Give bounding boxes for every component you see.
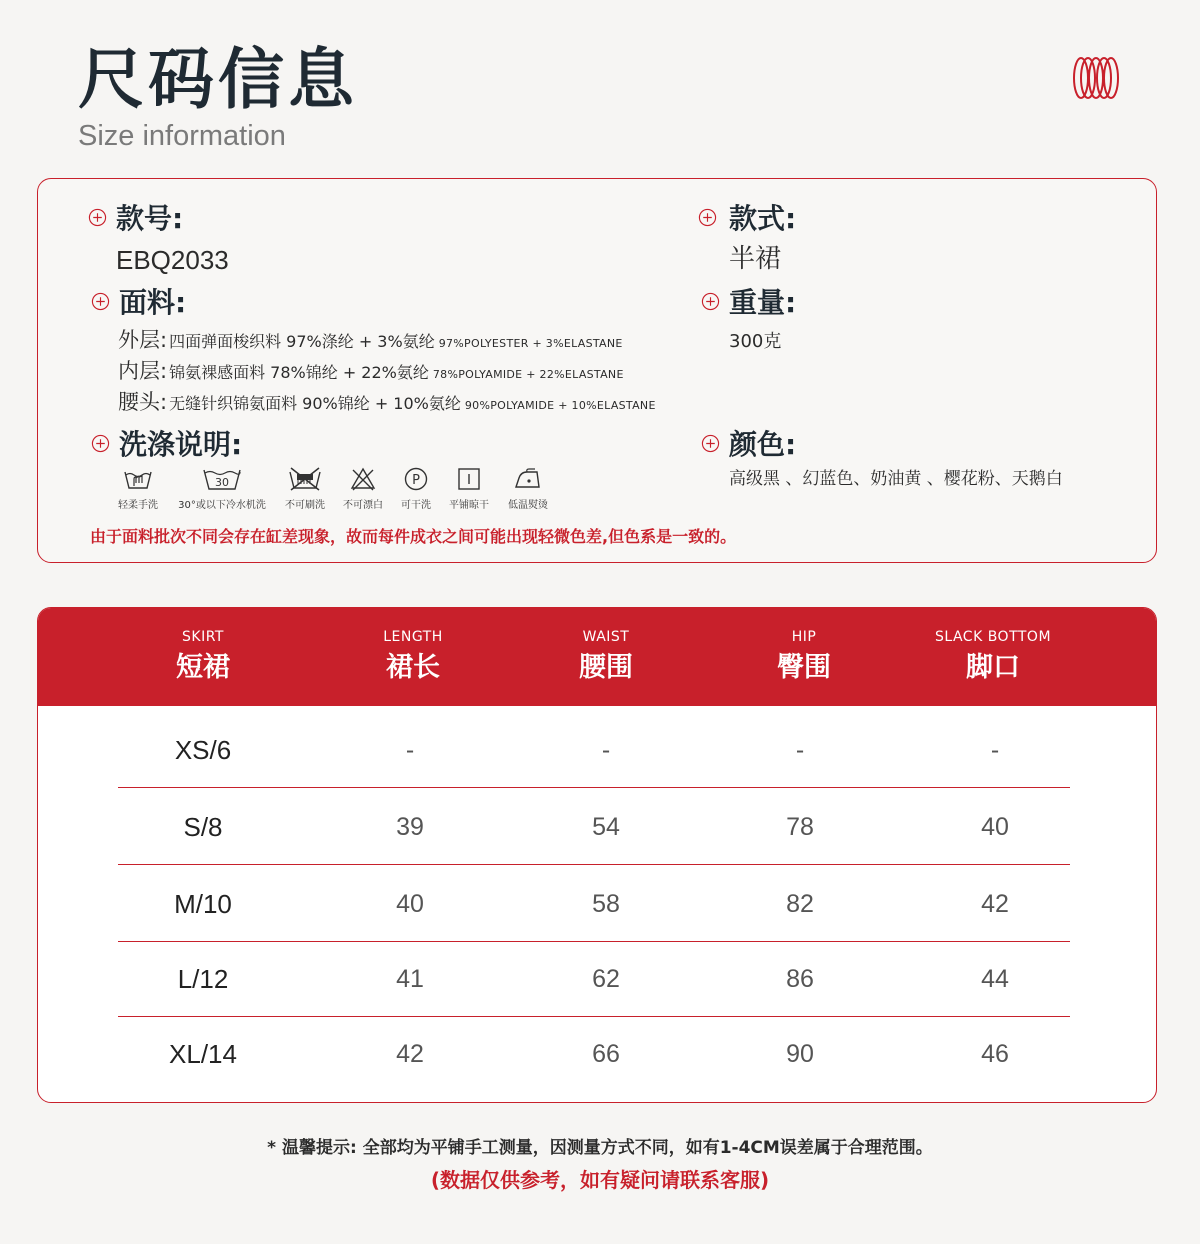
slack-bottom-cell: 46 xyxy=(981,1040,1009,1068)
col-en: WAIST xyxy=(582,629,630,645)
color-label: 颜色: xyxy=(729,428,797,461)
size-cell: XL/14 xyxy=(169,1039,237,1069)
hip-cell: 90 xyxy=(786,1040,814,1068)
plus-circle-icon xyxy=(698,208,717,227)
fabric-waistband-row xyxy=(118,390,656,418)
fabric-row-key: 腰头: xyxy=(118,390,168,414)
col-hip xyxy=(704,608,904,706)
col-en: LENGTH xyxy=(383,629,443,645)
style-value: 半裙 xyxy=(729,243,782,273)
length-cell: 41 xyxy=(396,965,424,993)
col-skirt xyxy=(103,608,303,706)
care-label: 不可刷洗 xyxy=(285,500,325,511)
fabric-row-key: 内层: xyxy=(118,359,168,383)
fabric-row-key: 外层: xyxy=(118,328,168,352)
style-number-value: EBQ2033 xyxy=(116,245,229,275)
col-en: SKIRT xyxy=(182,629,224,645)
care-label: 轻柔手洗 xyxy=(118,500,158,511)
fabric-label: 面料: xyxy=(119,286,187,319)
waist-cell: 58 xyxy=(592,890,620,918)
page-title: 尺码信息 xyxy=(78,41,358,118)
fabric-inner-row xyxy=(118,359,624,387)
size-cell: XS/6 xyxy=(174,735,232,765)
slack-bottom-cell: 44 xyxy=(981,965,1009,993)
fabric-row-cn: 无缝针织锦氨面料 90%锦纶 + 10%氨纶 xyxy=(169,394,461,413)
table-row xyxy=(118,790,1070,865)
table-row xyxy=(118,713,1070,788)
gentle-hand-wash-icon xyxy=(110,466,166,511)
length-cell: 40 xyxy=(396,890,424,918)
size-cell: S/8 xyxy=(183,812,223,842)
care-label: 平铺晾干 xyxy=(449,500,489,511)
weight-value: 300克 xyxy=(729,331,782,352)
col-cn: 臀围 xyxy=(777,652,831,683)
length-cell: 39 xyxy=(396,813,424,841)
col-cn: 脚口 xyxy=(966,652,1020,683)
fabric-outer-row xyxy=(118,328,623,356)
hip-cell: 78 xyxy=(786,813,814,841)
fabric-row-cn: 四面弹面梭织料 97%涤纶 + 3%氨纶 xyxy=(169,332,435,351)
low-iron-icon xyxy=(500,466,556,511)
care-label: 低温熨烫 xyxy=(508,500,548,511)
col-slack-bottom xyxy=(893,608,1093,706)
waist-cell: 54 xyxy=(592,813,620,841)
rings-icon xyxy=(1070,52,1122,104)
col-cn: 裙长 xyxy=(386,652,440,683)
size-table-header xyxy=(38,608,1156,706)
plus-circle-icon xyxy=(701,292,720,311)
plus-circle-icon xyxy=(88,208,107,227)
fabric-row-en: 78%POLYAMIDE + 22%ELASTANE xyxy=(432,368,624,381)
waist-cell: 62 xyxy=(592,965,620,993)
care-label: 不可漂白 xyxy=(343,500,383,511)
length-cell: - xyxy=(405,736,415,764)
col-cn: 腰围 xyxy=(579,652,633,683)
measurement-tip: * 温馨提示: 全部均为平铺手工测量，因测量方式不同，如有1-4CM误差属于合理范围。 xyxy=(267,1138,933,1158)
length-cell: 42 xyxy=(396,1040,424,1068)
size-table xyxy=(37,607,1157,1103)
size-cell: L/12 xyxy=(177,964,229,994)
col-en: SLACK BOTTOM xyxy=(934,629,1052,645)
waist-cell: - xyxy=(601,736,611,764)
no-brush-icon xyxy=(277,466,333,511)
dry-clean-letter: P xyxy=(412,473,420,488)
waist-cell: 66 xyxy=(592,1040,620,1068)
dry-clean-p-icon xyxy=(388,466,444,511)
fabric-row-en: 90%POLYAMIDE + 10%ELASTANE xyxy=(464,399,656,412)
style-label: 款式: xyxy=(729,202,797,235)
care-instructions-label: 洗涤说明: xyxy=(119,428,243,461)
col-waist xyxy=(506,608,706,706)
reference-note: (数据仅供参考，如有疑问请联系客服) xyxy=(430,1168,770,1192)
no-bleach-icon xyxy=(335,466,391,511)
page-subtitle: Size information xyxy=(78,120,286,152)
weight-label: 重量: xyxy=(729,286,797,319)
table-row xyxy=(118,867,1070,942)
col-cn: 短裙 xyxy=(176,652,230,683)
plus-circle-icon xyxy=(91,434,110,453)
hip-cell: 82 xyxy=(786,890,814,918)
hip-cell: - xyxy=(795,736,805,764)
fabric-row-en: 97%POLYESTER + 3%ELASTANE xyxy=(438,337,623,350)
slack-bottom-cell: - xyxy=(990,736,1000,764)
hip-cell: 86 xyxy=(786,965,814,993)
style-number-label: 款号: xyxy=(116,202,184,235)
table-row xyxy=(118,1017,1070,1092)
col-length xyxy=(313,608,513,706)
plus-circle-icon xyxy=(701,434,720,453)
color-value: 高级黑 、幻蓝色、奶油黄 、樱花粉、天鹅白 xyxy=(729,469,1063,489)
wash-30-icon xyxy=(172,466,272,511)
col-en: HIP xyxy=(791,629,817,645)
care-label: 30°或以下冷水机洗 xyxy=(178,500,266,511)
plus-circle-icon xyxy=(91,292,110,311)
slack-bottom-cell: 42 xyxy=(981,890,1009,918)
color-difference-notice: 由于面料批次不同会存在缸差现象，故而每件成衣之间可能出现轻微色差,但色系是一致的。 xyxy=(90,527,737,546)
flat-dry-icon xyxy=(441,466,497,511)
care-label: 可干洗 xyxy=(401,500,431,511)
size-cell: M/10 xyxy=(174,889,232,919)
fabric-row-cn: 锦氨裸感面料 78%锦纶 + 22%氨纶 xyxy=(169,363,429,382)
table-row xyxy=(118,942,1070,1017)
slack-bottom-cell: 40 xyxy=(981,813,1009,841)
wash-temp: 30 xyxy=(215,476,229,489)
